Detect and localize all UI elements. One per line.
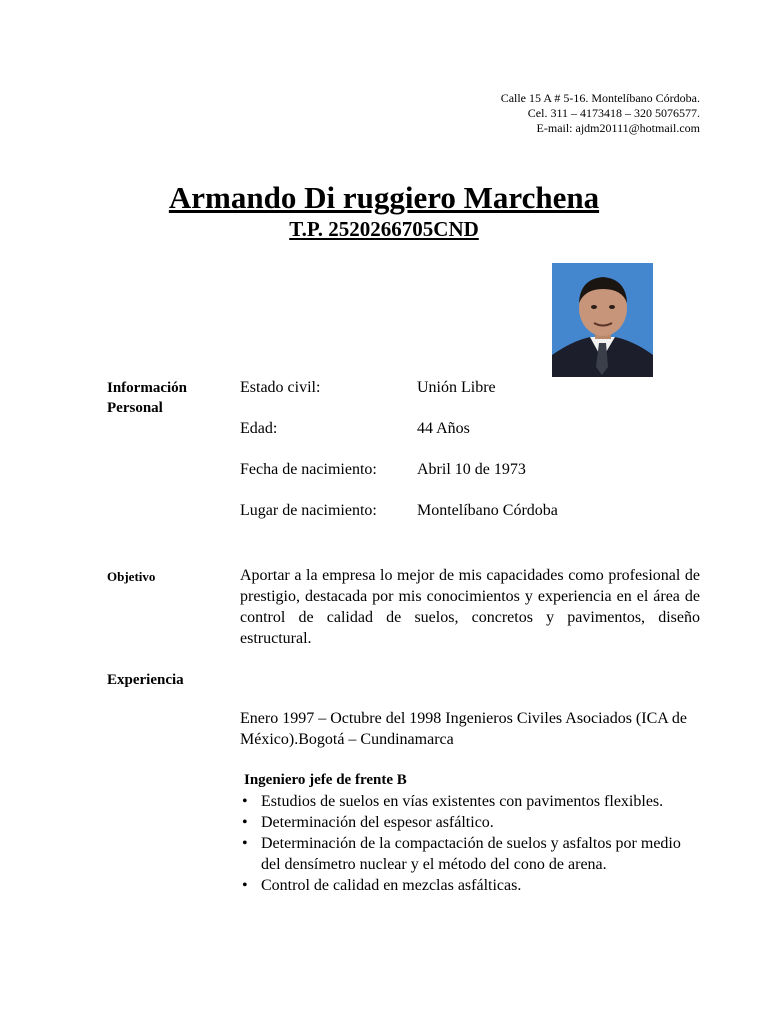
bullet-icon: • bbox=[242, 835, 248, 852]
candidate-name: Armando Di ruggiero Marchena bbox=[168, 180, 600, 215]
list-item bbox=[240, 833, 700, 875]
birth-date-label: Fecha de nacimiento: bbox=[240, 461, 377, 478]
responsibilities-list bbox=[240, 791, 700, 896]
marital-status-value: Unión Libre bbox=[417, 379, 496, 396]
objective-label: Objetivo bbox=[107, 569, 156, 584]
portrait-illustration bbox=[552, 263, 653, 377]
list-item-text: Determinación de la compactación de suelos y asfaltos por medio del densímetro nuclear y el método del cono de arena. bbox=[261, 835, 681, 873]
bullet-icon: • bbox=[242, 814, 248, 831]
job-title: Ingeniero jefe de frente B bbox=[244, 772, 407, 788]
personal-info-label-line2: Personal bbox=[107, 400, 163, 416]
bullet-icon: • bbox=[242, 877, 248, 894]
objective-text: Aportar a la empresa lo mejor de mis capacidades como profesional de prestigio, destacada por mis conocimientos y experiencia en el área de control de calidad de suelos, concretos y pavimentos, diseño estructural. bbox=[240, 567, 700, 647]
contact-phone: Cel. 311 – 4173418 – 320 5076577. bbox=[527, 106, 700, 120]
experience-label: Experiencia bbox=[107, 672, 184, 688]
candidate-photo bbox=[552, 263, 653, 377]
contact-block bbox=[501, 91, 700, 136]
age-value: 44 Años bbox=[417, 420, 470, 437]
birth-date-value: Abril 10 de 1973 bbox=[417, 461, 526, 478]
contact-email: E-mail: ajdm20111@hotmail.com bbox=[536, 121, 700, 135]
birth-place-value: Montelíbano Córdoba bbox=[417, 502, 558, 519]
professional-card-number: T.P. 2520266705CND bbox=[289, 217, 479, 241]
marital-status-label: Estado civil: bbox=[240, 379, 321, 396]
list-item-text: Control de calidad en mezclas asfálticas. bbox=[261, 877, 522, 894]
contact-address: Calle 15 A # 5-16. Montelíbano Córdoba. bbox=[500, 91, 700, 105]
bullet-icon: • bbox=[242, 793, 248, 810]
age-label: Edad: bbox=[240, 420, 278, 437]
birth-place-label: Lugar de nacimiento: bbox=[240, 502, 377, 519]
list-item bbox=[240, 791, 700, 812]
list-item bbox=[240, 875, 700, 896]
personal-info-label bbox=[107, 378, 187, 418]
list-item bbox=[240, 812, 700, 833]
experience-period: Enero 1997 – Octubre del 1998 Ingenieros Civiles Asociados (ICA de México).Bogotá – Cundinamarca bbox=[240, 710, 688, 748]
list-item-text: Determinación del espesor asfáltico. bbox=[261, 814, 494, 831]
personal-info-label-line1: Información bbox=[107, 380, 187, 396]
list-item-text: Estudios de suelos en vías existentes con pavimentos flexibles. bbox=[261, 793, 664, 810]
